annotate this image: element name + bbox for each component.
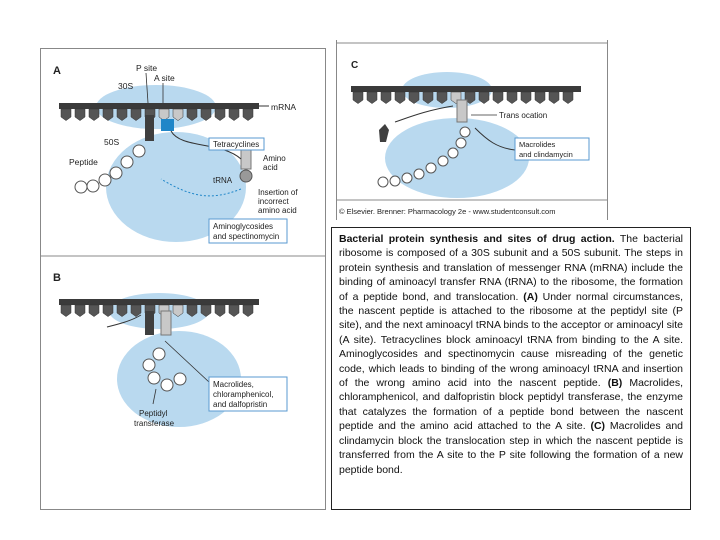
p-site-label: P site [136, 63, 158, 73]
trna-a-site-b [161, 311, 171, 335]
caption-c-label: (C) [590, 420, 606, 433]
codon-tooth [243, 109, 253, 121]
codon-tooth [215, 109, 225, 121]
macrolides-b-label-1: Macrolides, [213, 380, 254, 389]
panel-c-letter: C [351, 60, 359, 71]
figure-panels-ab [40, 48, 326, 510]
trna-c [457, 100, 467, 122]
codon-tooth [61, 109, 71, 121]
caption-c-text: Macrolides and clindamycin block the translocation step in which the nascent peptide is transferred from the A site to the P site following the formation of a new peptide bond. [339, 420, 683, 476]
released-trna-c [379, 124, 389, 142]
tetracyclines-label: Tetracyclines [213, 140, 260, 149]
caption-a-label: (A) [523, 290, 538, 303]
codon-tooth [493, 92, 503, 104]
figure-c-svg [337, 40, 607, 220]
codon-tooth [507, 92, 517, 104]
codon-tooth [215, 305, 225, 317]
subunit-30s-label: 30S [118, 81, 134, 91]
codon-tooth [229, 109, 239, 121]
codon-tooth [89, 305, 99, 317]
macrolides-b-label-2: chloramphenicol, [213, 390, 274, 399]
aminoglycosides-label-2: and spectinomycin [213, 232, 280, 241]
caption-b-text: Macrolides, chloramphenicol, and dalfopristin block peptidyl transferase, the enzyme that catalyzes the formation of a peptide bond between the nascent peptide and the amino acid attached to the A site. [339, 377, 684, 433]
macrolides-b-label-3: and dalfopristin [213, 400, 268, 409]
codon-tooth [61, 305, 71, 317]
a-site-label: A site [154, 73, 175, 83]
trna-label: tRNA [213, 176, 233, 185]
codon-tooth [75, 109, 85, 121]
caption-box [331, 227, 691, 510]
codon-tooth [563, 92, 573, 104]
ribosome-50s-c [385, 118, 529, 198]
panel-b-letter: B [53, 272, 61, 284]
transferase-label-1: Peptidyl [139, 409, 168, 418]
aminoglycosides-label-1: Aminoglycosides [213, 222, 274, 231]
figure-ab-svg [41, 49, 325, 509]
macrolides-c-label-2: and clindamycin [519, 150, 573, 159]
codon-tooth [229, 305, 239, 317]
tetracycline-mark [161, 119, 174, 131]
codon-tooth [89, 109, 99, 121]
incorrect-amino-acid [240, 170, 252, 182]
translocation-label: Trans ocation [499, 111, 548, 120]
amino-acid-label-1: Amino [263, 154, 286, 163]
caption-b-label: (B) [607, 377, 623, 390]
figure-panel-c [336, 40, 608, 220]
mrna-label: mRNA [271, 102, 297, 112]
trna-p-site-b [145, 311, 154, 335]
insertion-label-1: Insertion of [258, 188, 298, 197]
mrna-strand-b [59, 299, 259, 305]
caption-a-text: Under normal circumstances, the nascent peptide is attached to the ribosome at the peptidyl site (P site), and the next aminoacyl tRNA binds to the acceptor or aminoacyl site (A site). Tetracyclines block aminoacyl tRNA from binding to the A site. Aminoglycosides and spectinomycin cause misreading of the genetic code, which leads to binding of the wrong aminoacyl tRNA and insertion of the wrong amino acid into the nascent peptide. [339, 290, 683, 390]
copyright-notice: © Elsevier. Brenner: Pharmacology 2e - www.studentconsult.com [339, 207, 556, 216]
trna-p-site [145, 115, 154, 141]
peptide-label: Peptide [69, 157, 98, 167]
insertion-label-2: incorrect [258, 197, 289, 206]
codon-tooth [367, 92, 377, 104]
caption-intro: The bacterial ribosome is composed of a 30S subunit and a 50S subunit. The steps in protein synthesis and translation of messenger RNA (mRNA) include the binding of aminoacyl transfer RNA (tRNA) to the ribosome, the formation of a peptide bond, and translocation. [339, 233, 683, 303]
codon-tooth [521, 92, 531, 104]
amino-acid-label-2: acid [263, 163, 278, 172]
codon-tooth [395, 92, 405, 104]
codon-tooth [549, 92, 559, 104]
mrna-strand [59, 103, 259, 109]
insertion-label-3: amino acid [258, 206, 297, 215]
codon-tooth [75, 305, 85, 317]
transferase-label-2: transferase [134, 419, 175, 428]
codon-tooth [243, 305, 253, 317]
codon-tooth [535, 92, 545, 104]
panel-a-letter: A [53, 65, 61, 77]
codon-tooth [381, 92, 391, 104]
codon-tooth [353, 92, 363, 104]
macrolides-c-label-1: Macrolides [519, 140, 556, 149]
caption-title: Bacterial protein synthesis and sites of drug action. [339, 233, 615, 245]
mrna-strand-c [351, 86, 581, 92]
subunit-50s-label: 50S [104, 137, 120, 147]
